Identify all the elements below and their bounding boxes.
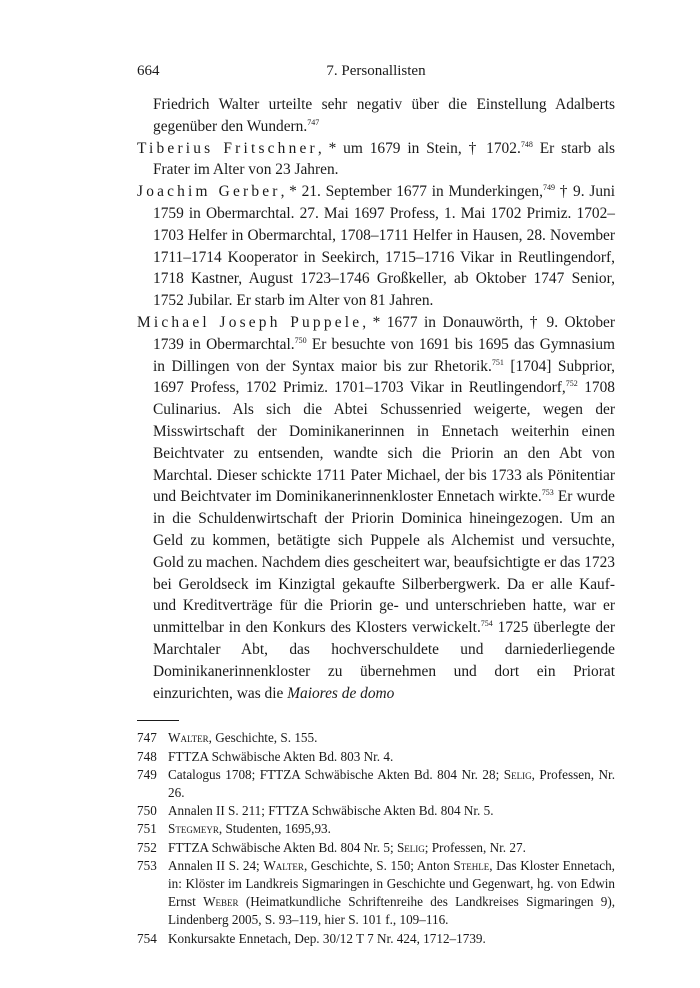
chapter-title: 7. Personallisten [326, 63, 426, 79]
entry-text: Er wurde in die Schuldenwirtschaft der Priorin Dominica hineingezogen. Um an Geld zu kommen, betätigte sich Puppele als Alchemist und versuchte, Gold zu machen. Nachdem dies gescheitert war, beaufsichtigte er das 1723 bei Geroldseck im Kinzigtal gekaufte Silberbergwerk. Da er alle Kauf- und Kreditverträge für die Priorin ge- und unterschrieben hatte, war er unmittelbar in den Konkurs des Klosters verwickelt. [153, 488, 616, 637]
entry-gerber [137, 181, 615, 312]
entry-text: † 9. Juni 1759 in Obermarchtal. 27. Mai 1697 Profess, 1. Mai 1702 Primiz. 1702–1703 Helfer in Obermarchtal, 1708–1711 Helfer in Hausen, 28. November 1711–1714 Kooperator in Seekirch, 1715–1716 Vikar in Reutlingendorf, 1718 Kastner, August 1723–1746 Großkeller, ab Oktober 1747 Senior, 1752 Jubilar. Er starb im Alter von 81 Jahren. [153, 183, 616, 310]
entry-text: 1725 überlegte der Marchtaler Abt, das hochverschuldete und darniederliegende Dominikanerinnenkloster zu übernehmen und dort ein Priorat einzurichten, was die [153, 619, 615, 702]
footnote-text: , Geschichte, S. 155. [208, 730, 318, 746]
footnote-747 [137, 729, 615, 747]
entry-text: , * 1677 in Donauwörth, † 9. Oktober 1739 in Obermarchtal. [153, 313, 615, 353]
footnote-748 [137, 748, 615, 766]
footnote-text: , Das Kloster Ennetach, in: Klöster im Landkreis Sigmaringen in Geschichte und Gegenwart, hg. von Edwin Ernst [168, 857, 615, 910]
author-name: Walter [168, 730, 209, 746]
footnote-ref[interactable]: 750 [294, 335, 307, 345]
footnote-number: 751 [137, 821, 157, 837]
footnote-750 [137, 802, 615, 820]
footnote-text: FTTZA Schwäbische Akten Bd. 804 Nr. 5; [168, 839, 397, 855]
footnote-text: Annalen II S. 211; FTTZA Schwäbische Akten Bd. 804 Nr. 5. [168, 803, 494, 819]
footnote-number: 748 [137, 748, 157, 764]
footnote-ref[interactable]: 754 [480, 619, 493, 629]
footnote-749 [137, 766, 615, 802]
entry-fritschner [137, 138, 615, 182]
body-text [137, 94, 615, 704]
footnote-text: ; Professen, Nr. 27. [424, 839, 526, 855]
footnote-text: , Studenten, 1695,93. [218, 821, 331, 837]
footnote-ref[interactable]: 751 [491, 357, 504, 367]
footnote-ref[interactable]: 748 [520, 139, 533, 149]
footnote-number: 747 [137, 730, 157, 746]
footnote-number: 754 [137, 930, 157, 946]
footnote-text: Konkursakte Ennetach, Dep. 30/12 T 7 Nr. 424, 1712–1739. [168, 930, 486, 946]
person-name: Joachim Gerber [137, 183, 281, 201]
entry-text: Er besuchte von 1691 bis 1695 das Gymnasium in Dillingen von der Syntax maior bis zur Rhetorik. [153, 335, 615, 375]
footnote-751 [137, 820, 615, 838]
entry-text: Er starb als Frater im Alter von 23 Jahren. [153, 139, 615, 179]
entry-text: , * um 1679 in Stein, † 1702. [317, 139, 521, 157]
footnote-text: , Geschichte, S. 150; Anton [303, 857, 454, 873]
footnote-ref[interactable]: 752 [565, 379, 578, 389]
author-name: Selig [396, 839, 425, 855]
footnote-number: 752 [137, 839, 157, 855]
footnote-753 [137, 857, 615, 930]
entry-puppele [137, 312, 615, 704]
footnote-754 [137, 930, 615, 948]
footnote-ref[interactable]: 749 [542, 183, 555, 193]
person-name: Michael Joseph Puppele [137, 313, 363, 331]
footnote-752 [137, 839, 615, 857]
running-head [137, 58, 615, 84]
footnote-rule [137, 720, 179, 721]
footnotes [137, 729, 615, 947]
author-name: Walter [263, 857, 304, 873]
document-page [137, 58, 615, 948]
author-name: Stegmeyr [168, 821, 219, 837]
footnote-text: (Heimatkundliche Schriftenreihe des Landkreises Sigmaringen 9), Lindenberg 2005, S. 93–119, hier S. 101 f., 109–116. [168, 894, 616, 928]
footnote-number: 750 [137, 803, 157, 819]
continuation-text: Friedrich Walter urteilte sehr negativ über die Einstellung Adalberts gegenüber den Wundern. [153, 96, 615, 135]
author-name: Selig [503, 766, 532, 782]
author-name: Stehle [453, 857, 490, 873]
footnote-text: Catalogus 1708; FTTZA Schwäbische Akten Bd. 804 Nr. 28; [168, 766, 504, 782]
footnote-ref[interactable]: 747 [307, 117, 320, 127]
footnote-text: Annalen II S. 24; [168, 857, 264, 873]
footnote-text: FTTZA Schwäbische Akten Bd. 803 Nr. 4. [168, 748, 394, 764]
italic-text: Maiores de domo [287, 684, 395, 702]
page-number: 664 [137, 63, 160, 79]
continuation-paragraph [137, 94, 615, 138]
entry-text: 1708 Culinarius. Als sich die Abtei Schussenried weigerte, wegen der Misswirtschaft der Dominikanerinnen in Ennetach weiterhin einen Beichtvater zu entsenden, wandte sich die Priorin an den Abt von Marchtal. Dieser schickte 1711 Pater Michael, der bis 1733 als Pönitentiar und Beichtvater im Dominikanerinnenkloster Ennetach wirkte. [153, 379, 615, 506]
entry-text: [1704] Subprior, 1697 Profess, 1702 Primiz. 1701–1703 Vikar in Reutlingendorf, [153, 357, 615, 397]
entry-text: , * 21. September 1677 in Munderkingen, [280, 183, 543, 201]
author-name: Weber [203, 894, 239, 910]
footnote-ref[interactable]: 753 [541, 488, 554, 498]
footnote-number: 749 [137, 766, 157, 782]
footnote-number: 753 [137, 857, 157, 873]
footnote-text: , Professen, Nr. 26. [168, 766, 615, 800]
person-name: Tiberius Fritschner [137, 139, 318, 157]
